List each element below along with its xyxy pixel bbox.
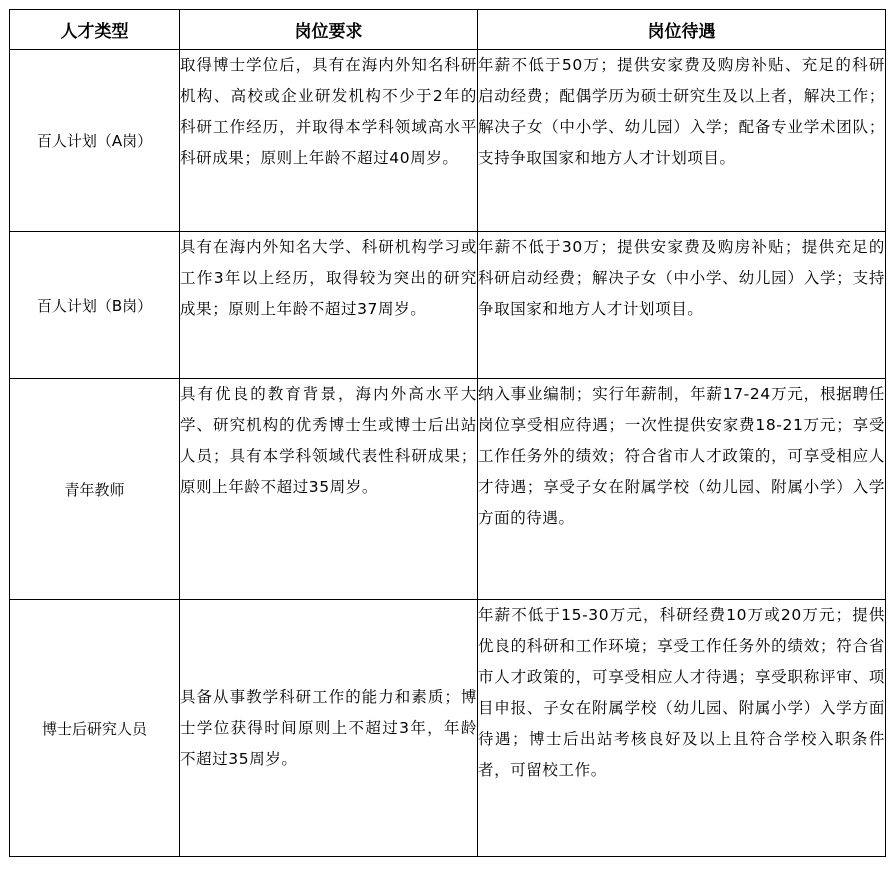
talent-recruitment-table [9, 9, 886, 857]
header-row [10, 10, 886, 50]
table-row [10, 600, 886, 857]
table-row [10, 50, 886, 232]
table-row [10, 232, 886, 379]
talent-type-cell: 青年教师 [10, 379, 180, 600]
benefits-cell: 年薪不低于15-30万元，科研经费10万或20万元；提供优良的科研和工作环境；享受工作任务外的绩效；符合省市人才政策的，可享受相应人才待遇；享受职称评审、项目申报、子女在附属学校（幼儿园、附属小学）入学方面待遇；博士后出站考核良好及以上且符合学校入职条件者，可留校工作。 [478, 600, 886, 857]
benefits-cell: 纳入事业编制；实行年薪制，年薪17-24万元，根据聘任岗位享受相应待遇；一次性提供安家费18-21万元；享受工作任务外的绩效；符合省市人才政策的，可享受相应人才待遇；享受子女在附属学校（幼儿园、附属小学）入学方面的待遇。 [478, 379, 886, 600]
requirements-cell: 取得博士学位后，具有在海内外知名科研机构、高校或企业研发机构不少于2年的科研工作经历，并取得本学科领域高水平科研成果；原则上年龄不超过40周岁。 [180, 50, 478, 232]
talent-type-cell: 博士后研究人员 [10, 600, 180, 857]
requirements-cell: 具有优良的教育背景，海内外高水平大学、研究机构的优秀博士生或博士后出站人员；具有本学科领域代表性科研成果；原则上年龄不超过35周岁。 [180, 379, 478, 600]
table-row [10, 379, 886, 600]
benefits-cell: 年薪不低于50万；提供安家费及购房补贴、充足的科研启动经费；配偶学历为硕士研究生及以上者，解决工作；解决子女（中小学、幼儿园）入学；配备专业学术团队；支持争取国家和地方人才计划项目。 [478, 50, 886, 232]
talent-type-cell: 百人计划（B岗） [10, 232, 180, 379]
header-benefits: 岗位待遇 [478, 10, 886, 50]
benefits-cell: 年薪不低于30万；提供安家费及购房补贴；提供充足的科研启动经费；解决子女（中小学、幼儿园）入学；支持争取国家和地方人才计划项目。 [478, 232, 886, 379]
requirements-cell: 具备从事教学科研工作的能力和素质；博士学位获得时间原则上不超过3年，年龄不超过35周岁。 [180, 600, 478, 857]
header-requirements: 岗位要求 [180, 10, 478, 50]
header-talent-type: 人才类型 [10, 10, 180, 50]
talent-type-cell: 百人计划（A岗） [10, 50, 180, 232]
requirements-cell: 具有在海内外知名大学、科研机构学习或工作3年以上经历，取得较为突出的研究成果；原则上年龄不超过37周岁。 [180, 232, 478, 379]
